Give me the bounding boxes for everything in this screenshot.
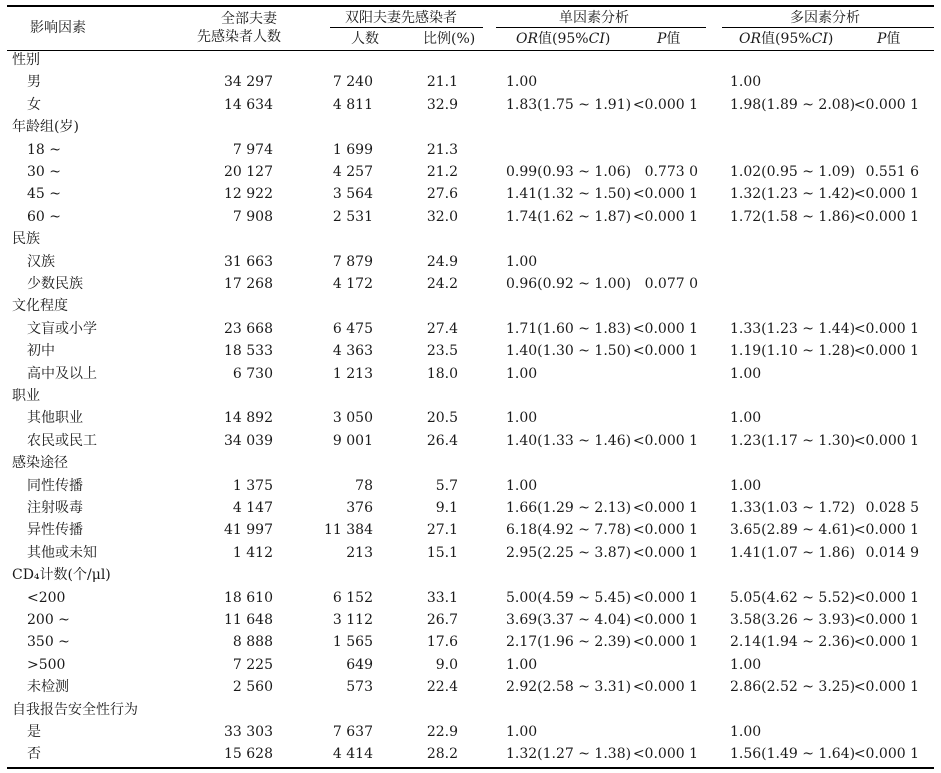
table-top-rule (7, 5, 934, 7)
table-row (0, 609, 941, 631)
cell-count: 4 257 (332, 164, 373, 180)
cell-multivariate-or: 1.41(1.07 ~ 1.86) (730, 544, 856, 561)
table-row (0, 94, 941, 116)
cell-univariate-p: <0.000 1 (632, 343, 698, 360)
cell-univariate-or: 1.40(1.33 ~ 1.46) (506, 432, 632, 449)
header-total-line2: 先感染者人数 (197, 29, 281, 45)
cell-total: 17 268 (224, 276, 273, 292)
cell-univariate-or: 1.71(1.60 ~ 1.83) (506, 320, 632, 337)
group-header-row (0, 295, 941, 317)
table-row (0, 273, 941, 295)
cell-univariate-or: 1.00 (506, 477, 538, 494)
cell-multivariate-p: <0.000 1 (853, 612, 919, 628)
row-label: 民族 (12, 231, 40, 248)
cell-count: 4 172 (332, 276, 373, 292)
cell-univariate-p: 0.773 0 (644, 164, 698, 180)
cell-total: 12 922 (224, 186, 273, 203)
table-row (0, 676, 941, 698)
header-factor: 影响因素 (30, 20, 86, 36)
cell-univariate-p: <0.000 1 (632, 320, 698, 337)
cell-univariate-p: <0.000 1 (632, 96, 698, 113)
cell-count: 4 414 (332, 746, 373, 763)
cell-univariate-or: 3.69(3.37 ~ 4.04) (506, 612, 632, 628)
row-label: 同性传播 (27, 477, 83, 494)
table-row (0, 721, 941, 743)
cell-count: 4 811 (332, 96, 373, 113)
cell-count: 1 213 (332, 365, 373, 382)
cell-univariate-or: 2.92(2.58 ~ 3.31) (506, 679, 632, 696)
table-bottom-rule (7, 767, 934, 769)
header-multivariate-rule (722, 27, 934, 28)
cell-ratio: 18.0 (426, 365, 458, 382)
row-label: 性别 (12, 52, 40, 68)
cell-total: 7 974 (232, 141, 273, 158)
cell-total: 33 303 (224, 724, 273, 740)
cell-ratio: 15.1 (426, 544, 458, 561)
group-header-row (0, 228, 941, 250)
cell-ratio: 28.2 (426, 746, 458, 763)
header-univariate-p: P值 (657, 31, 681, 47)
row-label: 其他或未知 (27, 544, 97, 561)
cell-multivariate-p: <0.000 1 (853, 186, 919, 203)
cell-univariate-or: 1.83(1.75 ~ 1.91) (506, 96, 632, 113)
cell-multivariate-or: 1.23(1.17 ~ 1.30) (730, 432, 856, 449)
cell-univariate-or: 1.00 (506, 656, 538, 673)
table-row (0, 497, 941, 519)
cell-multivariate-or: 5.05(4.62 ~ 5.52) (730, 589, 856, 606)
table-row (0, 363, 941, 385)
cell-multivariate-or: 1.00 (730, 74, 762, 91)
cell-multivariate-p: <0.000 1 (853, 634, 919, 651)
cell-count: 4 363 (332, 343, 373, 360)
cell-total: 14 634 (224, 96, 273, 113)
cell-multivariate-p: <0.000 1 (853, 746, 919, 763)
cell-univariate-or: 0.99(0.93 ~ 1.06) (506, 164, 632, 180)
table-row (0, 251, 941, 273)
row-label: 200 ~ (27, 612, 70, 628)
cell-ratio: 21.2 (426, 164, 458, 180)
header-univariate: 单因素分析 (559, 10, 629, 26)
header-univariate-or: OR值(95%CI) (516, 31, 611, 47)
cell-count: 1 565 (332, 634, 373, 651)
cell-multivariate-or: 1.98(1.89 ~ 2.08) (730, 96, 856, 113)
row-label: 注射吸毒 (27, 500, 83, 516)
cell-univariate-or: 1.41(1.32 ~ 1.50) (506, 186, 632, 203)
table-row (0, 139, 941, 161)
row-label: 45 ~ (27, 186, 61, 203)
row-label: 初中 (27, 343, 55, 360)
cell-multivariate-p: <0.000 1 (853, 343, 919, 360)
row-label: 感染途径 (12, 455, 68, 472)
cell-multivariate-p: <0.000 1 (853, 208, 919, 225)
row-label: 年龄组(岁) (12, 119, 79, 136)
cell-count: 11 384 (324, 522, 373, 539)
row-label: 女 (27, 96, 41, 113)
cell-ratio: 21.3 (426, 141, 458, 158)
cell-univariate-p: <0.000 1 (632, 500, 698, 516)
group-header-row (0, 116, 941, 138)
row-label: 18 ~ (27, 141, 61, 158)
cell-total: 14 892 (224, 410, 273, 427)
cell-multivariate-p: <0.000 1 (853, 522, 919, 539)
cell-univariate-p: <0.000 1 (632, 589, 698, 606)
cell-count: 3 050 (332, 410, 373, 427)
row-label: 文盲或小学 (27, 320, 97, 337)
cell-univariate-p: <0.000 1 (632, 432, 698, 449)
cell-total: 1 375 (232, 477, 273, 494)
row-label: 否 (27, 746, 41, 763)
table-row (0, 206, 941, 228)
table-row (0, 71, 941, 93)
cell-univariate-or: 1.00 (506, 74, 538, 91)
row-label: 60 ~ (27, 208, 61, 225)
cell-total: 4 147 (232, 500, 273, 516)
row-label: 其他职业 (27, 410, 83, 427)
cell-total: 2 560 (232, 679, 273, 696)
cell-ratio: 20.5 (426, 410, 458, 427)
cell-multivariate-or: 1.00 (730, 656, 762, 673)
table-row (0, 161, 941, 183)
cell-multivariate-p: <0.000 1 (853, 432, 919, 449)
cell-univariate-or: 6.18(4.92 ~ 7.78) (506, 522, 632, 539)
table-row (0, 340, 941, 362)
cell-count: 6 475 (332, 320, 373, 337)
header-multivariate: 多因素分析 (790, 10, 860, 26)
cell-total: 8 888 (232, 634, 273, 651)
cell-univariate-p: <0.000 1 (632, 544, 698, 561)
cell-multivariate-or: 1.33(1.03 ~ 1.72) (730, 500, 856, 516)
table-row (0, 407, 941, 429)
cell-ratio: 22.9 (426, 724, 458, 740)
cell-ratio: 32.0 (426, 208, 458, 225)
cell-ratio: 27.1 (426, 522, 458, 539)
table-row (0, 743, 941, 765)
cell-ratio: 27.4 (426, 320, 458, 337)
cell-univariate-or: 1.00 (506, 724, 538, 740)
row-label: 文化程度 (12, 298, 68, 315)
row-label: 男 (27, 74, 41, 91)
cell-count: 213 (346, 544, 373, 561)
table-row (0, 183, 941, 205)
cell-multivariate-p: 0.028 5 (865, 500, 919, 516)
row-label: 350 ~ (27, 634, 70, 651)
header-total-line1: 全部夫妻 (221, 11, 277, 27)
cell-univariate-p: <0.000 1 (632, 612, 698, 628)
cell-univariate-or: 5.00(4.59 ~ 5.45) (506, 589, 632, 606)
cell-total: 34 297 (224, 74, 273, 91)
cell-univariate-or: 1.00 (506, 410, 538, 427)
cell-count: 573 (346, 679, 373, 696)
cell-total: 31 663 (224, 253, 273, 270)
row-label: 高中及以上 (27, 365, 97, 382)
row-label: 自我报告安全性行为 (12, 701, 138, 718)
cell-multivariate-or: 1.00 (730, 477, 762, 494)
cell-univariate-p: <0.000 1 (632, 522, 698, 539)
cell-multivariate-p: 0.014 9 (865, 544, 919, 561)
group-header-row (0, 452, 941, 474)
row-label: 农民或民工 (27, 432, 97, 449)
cell-total: 11 648 (224, 612, 273, 628)
cell-count: 6 152 (332, 589, 373, 606)
cell-total: 18 533 (224, 343, 273, 360)
cell-univariate-or: 1.40(1.30 ~ 1.50) (506, 343, 632, 360)
cell-count: 78 (355, 477, 373, 494)
cell-total: 23 668 (224, 320, 273, 337)
cell-univariate-or: 1.32(1.27 ~ 1.38) (506, 746, 632, 763)
table-row (0, 475, 941, 497)
table-row (0, 631, 941, 653)
cell-count: 7 240 (332, 74, 373, 91)
cell-ratio: 24.9 (426, 253, 458, 270)
cell-multivariate-or: 1.19(1.10 ~ 1.28) (730, 343, 856, 360)
cell-univariate-p: <0.000 1 (632, 208, 698, 225)
cell-count: 1 699 (332, 141, 373, 158)
group-header-row (0, 385, 941, 407)
cell-ratio: 9.1 (435, 500, 458, 516)
cell-multivariate-p: <0.000 1 (853, 96, 919, 113)
group-header-row (0, 49, 941, 71)
row-label: 异性传播 (27, 522, 83, 539)
cell-multivariate-or: 1.00 (730, 365, 762, 382)
cell-ratio: 22.4 (426, 679, 458, 696)
cell-total: 34 039 (224, 432, 273, 449)
header-concordant-group: 双阳夫妻先感染者 (345, 10, 457, 26)
cell-count: 3 564 (332, 186, 373, 203)
table-row (0, 542, 941, 564)
cell-ratio: 24.2 (426, 276, 458, 292)
cell-ratio: 26.7 (426, 612, 458, 628)
header-count: 人数 (351, 31, 379, 47)
cell-count: 3 112 (332, 612, 373, 628)
table-row (0, 587, 941, 609)
cell-univariate-p: <0.000 1 (632, 746, 698, 763)
cell-univariate-or: 2.95(2.25 ~ 3.87) (506, 544, 632, 561)
cell-total: 18 610 (224, 589, 273, 606)
row-label: <200 (27, 589, 66, 606)
cell-univariate-or: 1.74(1.62 ~ 1.87) (506, 208, 632, 225)
cell-count: 2 531 (332, 208, 373, 225)
row-label: 少数民族 (27, 276, 83, 292)
cell-ratio: 23.5 (426, 343, 458, 360)
cell-multivariate-or: 1.00 (730, 724, 762, 740)
row-label: CD₄计数(个/μl) (12, 567, 111, 584)
cell-count: 376 (346, 500, 373, 516)
cell-multivariate-or: 3.58(3.26 ~ 3.93) (730, 612, 856, 628)
cell-ratio: 26.4 (426, 432, 458, 449)
cell-multivariate-or: 2.86(2.52 ~ 3.25) (730, 679, 856, 696)
cell-ratio: 17.6 (426, 634, 458, 651)
cell-univariate-or: 1.66(1.29 ~ 2.13) (506, 500, 632, 516)
cell-multivariate-or: 2.14(1.94 ~ 2.36) (730, 634, 856, 651)
cell-univariate-or: 2.17(1.96 ~ 2.39) (506, 634, 632, 651)
header-multivariate-p: P值 (877, 31, 901, 47)
cell-multivariate-or: 3.65(2.89 ~ 4.61) (730, 522, 856, 539)
cell-univariate-or: 1.00 (506, 365, 538, 382)
cell-univariate-p: 0.077 0 (644, 276, 698, 292)
cell-univariate-p: <0.000 1 (632, 186, 698, 203)
row-label: 汉族 (27, 253, 55, 270)
cell-univariate-or: 1.00 (506, 253, 538, 270)
cell-count: 9 001 (332, 432, 373, 449)
table-row (0, 318, 941, 340)
cell-multivariate-or: 1.56(1.49 ~ 1.64) (730, 746, 856, 763)
cell-total: 1 412 (232, 544, 273, 561)
cell-total: 20 127 (224, 164, 273, 180)
header-concordant-rule (330, 27, 483, 28)
cell-univariate-p: <0.000 1 (632, 634, 698, 651)
cell-multivariate-or: 1.32(1.23 ~ 1.42) (730, 186, 856, 203)
cell-total: 6 730 (232, 365, 273, 382)
group-header-row (0, 564, 941, 586)
cell-total: 41 997 (224, 522, 273, 539)
group-header-row (0, 699, 941, 721)
header-ratio: 比例(%) (423, 31, 476, 47)
cell-multivariate-or: 1.00 (730, 410, 762, 427)
cell-count: 649 (346, 656, 373, 673)
cell-ratio: 9.0 (435, 656, 458, 673)
row-label: 是 (27, 724, 41, 740)
cell-univariate-p: <0.000 1 (632, 679, 698, 696)
cell-univariate-or: 0.96(0.92 ~ 1.00) (506, 276, 632, 292)
cell-multivariate-or: 1.72(1.58 ~ 1.86) (730, 208, 856, 225)
header-univariate-rule (496, 27, 706, 28)
cell-ratio: 32.9 (426, 96, 458, 113)
cell-total: 7 225 (232, 656, 273, 673)
header-multivariate-or: OR值(95%CI) (739, 31, 834, 47)
cell-total: 7 908 (232, 208, 273, 225)
row-label: >500 (27, 656, 66, 673)
table-row (0, 519, 941, 541)
cell-count: 7 879 (332, 253, 373, 270)
row-label: 未检测 (27, 679, 69, 696)
cell-count: 7 637 (332, 724, 373, 740)
cell-multivariate-p: <0.000 1 (853, 679, 919, 696)
cell-ratio: 33.1 (426, 589, 458, 606)
cell-total: 15 628 (224, 746, 273, 763)
cell-ratio: 27.6 (426, 186, 458, 203)
cell-ratio: 5.7 (435, 477, 458, 494)
cell-multivariate-or: 1.33(1.23 ~ 1.44) (730, 320, 856, 337)
cell-multivariate-p: <0.000 1 (853, 320, 919, 337)
cell-multivariate-p: <0.000 1 (853, 589, 919, 606)
table-row (0, 654, 941, 676)
row-label: 30 ~ (27, 164, 61, 180)
table-row (0, 430, 941, 452)
cell-multivariate-p: 0.551 6 (865, 164, 919, 180)
row-label: 职业 (12, 388, 40, 404)
cell-multivariate-or: 1.02(0.95 ~ 1.09) (730, 164, 856, 180)
cell-ratio: 21.1 (426, 74, 458, 91)
